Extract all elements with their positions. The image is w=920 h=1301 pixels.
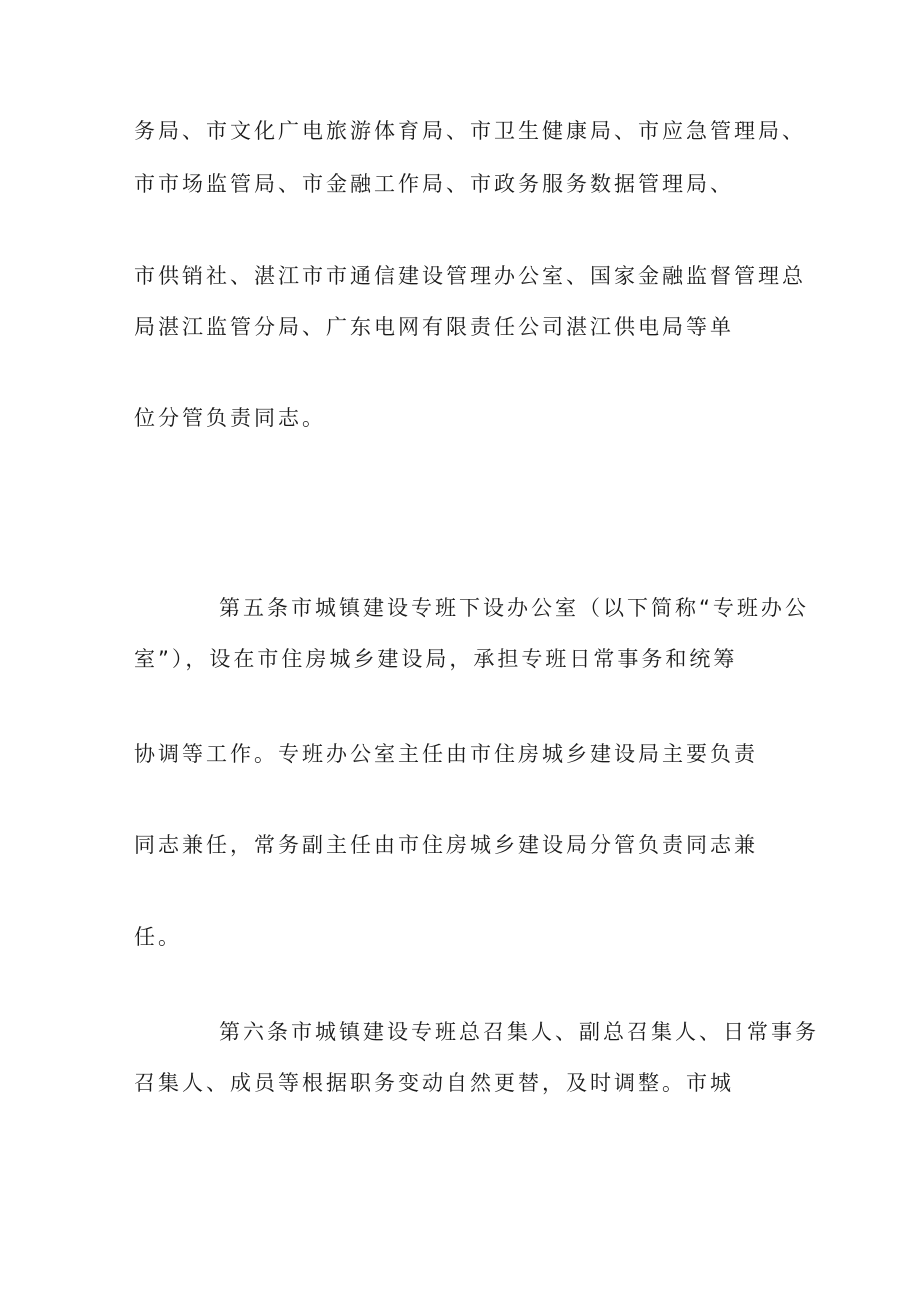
text-line: 任。	[134, 925, 182, 949]
text-line: 市市场监管局、市金融工作局、市政务服务数据管理局、	[134, 172, 734, 196]
text-line: 室”），设在市住房城乡建设局，承担专班日常事务和统筹	[134, 647, 738, 671]
text-line: 位分管负责同志。	[134, 406, 326, 430]
text-line: 市供销社、湛江市市通信建设管理办公室、国家金融监督管理总	[134, 264, 806, 288]
paragraph-start-line: 第五条市城镇建设专班下设办公室（以下简称“专班办公	[219, 596, 809, 620]
text-line: 局湛江监管分局、广东电网有限责任公司湛江供电局等单	[134, 315, 734, 339]
paragraph-start-line: 第六条市城镇建设专班总召集人、副总召集人、日常事务	[219, 1020, 819, 1044]
text-line: 召集人、成员等根据职务变动自然更替，及时调整。市城	[134, 1071, 734, 1095]
text-line: 协调等工作。专班办公室主任由市住房城乡建设局主要负责	[134, 742, 758, 766]
text-line: 务局、市文化广电旅游体育局、市卫生健康局、市应急管理局、	[134, 119, 806, 143]
text-line: 同志兼任，常务副主任由市住房城乡建设局分管负责同志兼	[134, 833, 758, 857]
